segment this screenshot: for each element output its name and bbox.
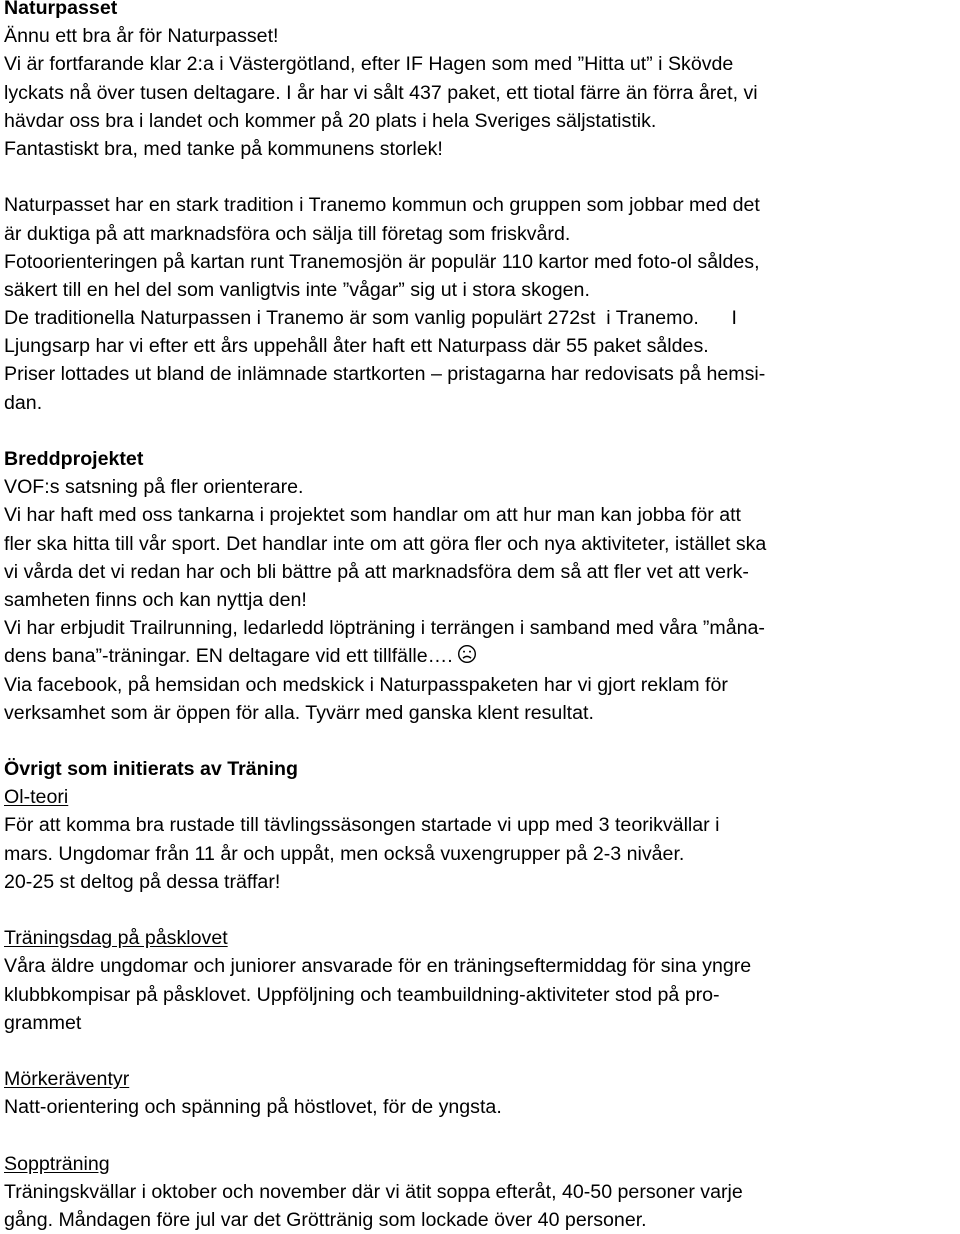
- paragraph-line: klubbkompisar på påsklovet. Uppföljning och teambuildning-aktiviteter stod på pro-: [4, 983, 720, 1006]
- paragraph-line: vi vårda det vi redan har och bli bättre på att marknadsföra dem så att fler vet att verk-: [4, 560, 749, 583]
- paragraph-line: För att komma bra rustade till tävlingssäsongen startade vi upp med 3 teorikvällar i: [4, 814, 720, 837]
- subsection-title-olteori: Ol-teori: [4, 786, 69, 809]
- paragraph-line: verksamhet som är öppen för alla. Tyvärr med ganska klent resultat.: [4, 701, 594, 724]
- spacer: [4, 1037, 956, 1065]
- paragraph-line: VOF:s satsning på fler orienterare.: [4, 476, 304, 499]
- document: [4, 0, 956, 1234]
- paragraph-line: grammet: [4, 1011, 82, 1034]
- section-heading: Naturpasset: [4, 0, 118, 19]
- section-ovrigt: [4, 755, 956, 1234]
- paragraph-line: lyckats nå över tusen deltagare. I år har vi sålt 437 paket, ett tiotal färre än förra året, vi: [4, 81, 758, 104]
- paragraph-line: Fotoorienteringen på kartan runt Tranemosjön är populär 110 kartor med foto-ol såldes,: [4, 250, 760, 273]
- paragraph-line: Ljungsarp har vi efter ett års uppehåll åter haft ett Naturpass där 55 paket såldes.: [4, 335, 709, 358]
- subsection-title-traningsdag: Träningsdag på påsklovet: [4, 927, 228, 950]
- subsection-title-morkeraventyr: Mörkeräventyr: [4, 1068, 130, 1091]
- spacer: [4, 417, 956, 445]
- paragraph-line: mars. Ungdomar från 11 år och uppåt, men också vuxengrupper på 2-3 nivåer.: [4, 842, 685, 865]
- section-heading: Breddprojektet: [4, 448, 144, 470]
- section-breddprojektet: [4, 445, 956, 727]
- paragraph-text: dens bana”-träningar. EN deltagare vid ett tillfälle….: [4, 645, 453, 668]
- paragraph-line: Ännu ett bra år för Naturpasset!: [4, 25, 279, 48]
- spacer: [4, 163, 956, 191]
- paragraph-line: Vi har haft med oss tankarna i projektet som handlar om att hur man kan jobba för att: [4, 504, 741, 527]
- spacer: [4, 1122, 956, 1150]
- paragraph-line: Vi har erbjudit Trailrunning, ledarledd löpträning i terrängen i samband med våra ”måna-: [4, 617, 765, 640]
- paragraph-line: Via facebook, på hemsidan och medskick i Naturpasspaketen har vi gjort reklam för: [4, 673, 728, 696]
- paragraph-line: Träningskvällar i oktober och november där vi ätit soppa efteråt, 40-50 personer varje: [4, 1180, 743, 1203]
- paragraph-line: Vi är fortfarande klar 2:a i Västergötland, efter IF Hagen som med ”Hitta ut” i Skövde: [4, 53, 734, 76]
- sad-face-icon: [457, 644, 477, 672]
- paragraph-line: är duktiga på att marknadsföra och sälja till företag som friskvård.: [4, 222, 571, 245]
- section-naturpasset: [4, 0, 956, 417]
- paragraph-line: De traditionella Naturpassen i Tranemo är som vanlig populärt 272st i Tranemo. I: [4, 307, 737, 330]
- paragraph-line: fler ska hitta till vår sport. Det handlar inte om att göra fler och nya aktiviteter, istället ska: [4, 532, 767, 555]
- subsection-title-sopptraning: Soppträning: [4, 1152, 110, 1175]
- section-heading: Övrigt som initierats av Träning: [4, 758, 298, 781]
- paragraph-line: Naturpasset har en stark tradition i Tranemo kommun och gruppen som jobbar med det: [4, 194, 760, 217]
- paragraph-line: Priser lottades ut bland de inlämnade startkorten – pristagarna har redovisats på hemsi-: [4, 363, 766, 386]
- paragraph-line: säkert till en hel del som vanligtvis inte ”vågar” sig ut i stora skogen.: [4, 278, 590, 301]
- spacer: [4, 896, 956, 924]
- paragraph-line: gång. Måndagen före jul var det Gröttränig som lockade över 40 personer.: [4, 1209, 647, 1232]
- spacer: [4, 727, 956, 755]
- paragraph-line: Våra äldre ungdomar och juniorer ansvarade för en träningseftermiddag för sina yngre: [4, 955, 752, 978]
- paragraph-line: 20-25 st deltog på dessa träffar!: [4, 870, 281, 893]
- paragraph-line: Fantastiskt bra, med tanke på kommunens storlek!: [4, 137, 443, 160]
- paragraph-line: dan.: [4, 391, 43, 414]
- paragraph-line: samheten finns och kan nyttja den!: [4, 588, 307, 611]
- paragraph-line: hävdar oss bra i landet och kommer på 20 plats i hela Sveriges säljstatistik.: [4, 109, 657, 132]
- paragraph-line: Natt-orientering och spänning på höstlovet, för de yngsta.: [4, 1096, 502, 1119]
- paragraph-line-with-icon: [4, 642, 956, 670]
